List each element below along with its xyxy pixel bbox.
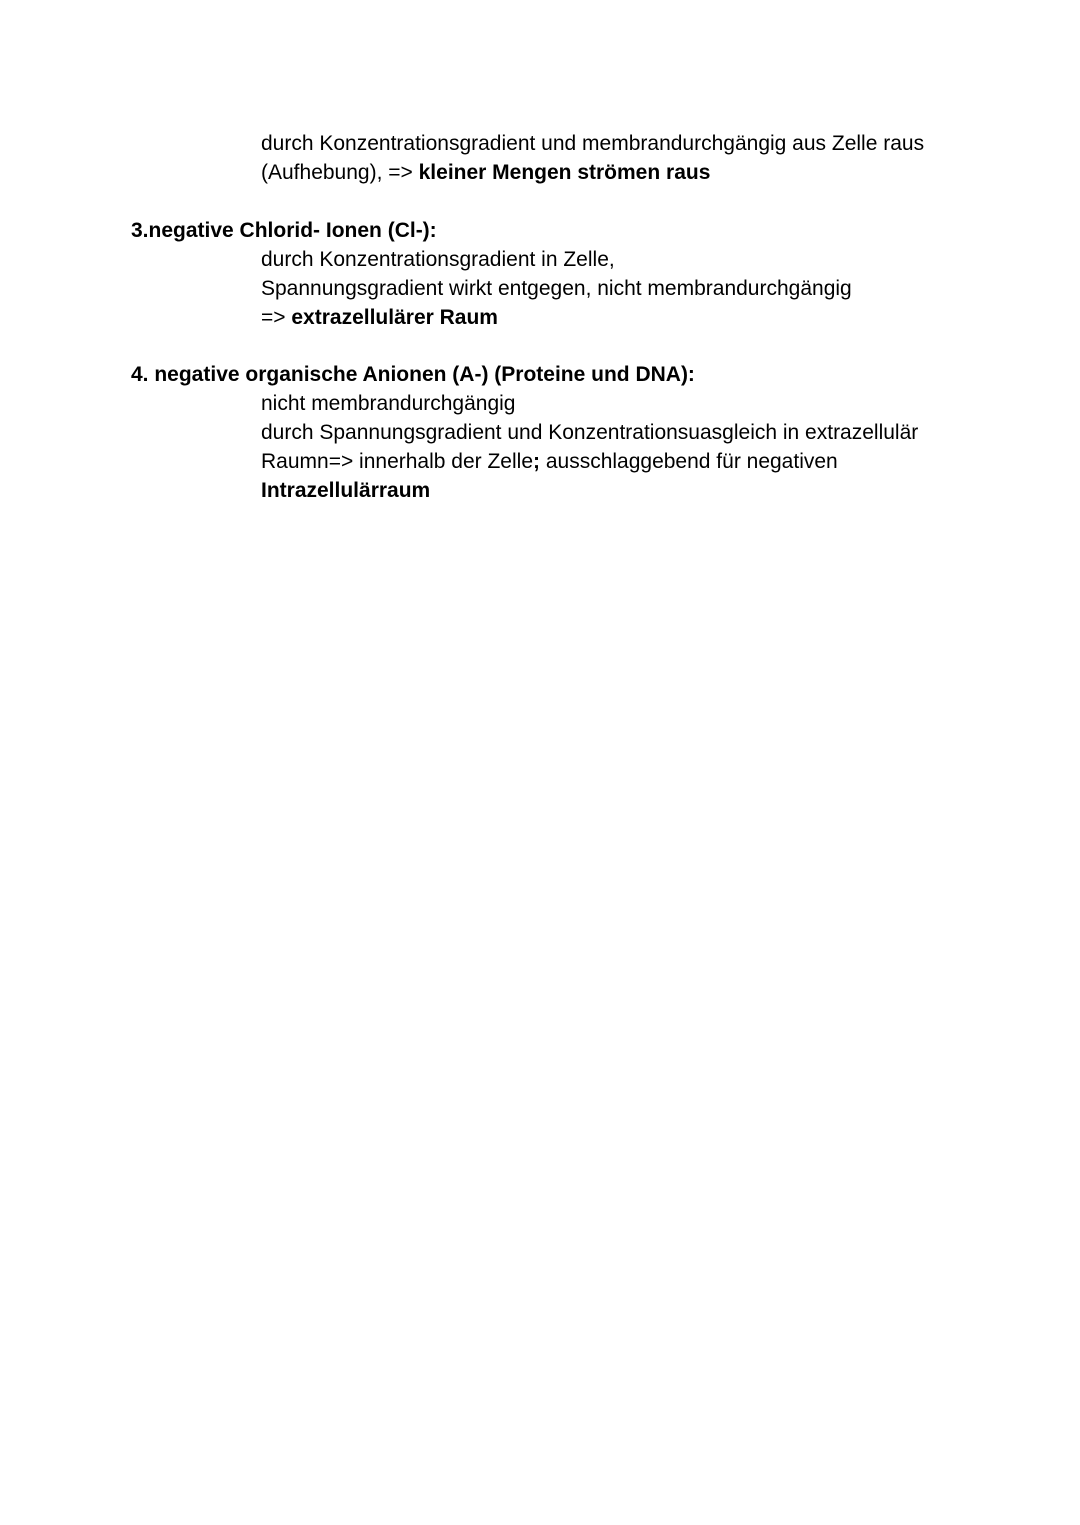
section-2-text-line-2 [261, 158, 710, 187]
section-4-text-line-4 [261, 476, 430, 505]
section-4-text-plain-b: ausschlaggebend für negativen [540, 450, 838, 473]
section-4-heading: 4. negative organische Anionen (A-) (Proteine und DNA): [131, 363, 695, 386]
section-3-text-line-1: durch Konzentrationsgradient in Zelle, [261, 248, 615, 271]
section-4-text-line-1: nicht membrandurchgängig [261, 392, 516, 415]
section-3-arrow: => [261, 306, 292, 329]
section-3-heading: 3.negative Chlorid- Ionen (Cl-): [131, 219, 437, 242]
section-4-conclusion: Intrazellulärraum [261, 479, 431, 502]
section-2-text-line-1: durch Konzentrationsgradient und membrandurchgängig aus Zelle raus [261, 132, 925, 155]
section-3-text-line-3 [261, 303, 498, 332]
section-4-text-plain-a: Raumn=> innerhalb der Zelle [261, 450, 533, 473]
section-3-conclusion: extrazellulärer Raum [291, 306, 498, 329]
section-4-text-line-2: durch Spannungsgradient und Konzentrationsuasgleich in extrazellulär [261, 421, 919, 444]
section-4-semicolon: ; [533, 450, 540, 473]
section-2-text-bold: kleiner Mengen strömen raus [418, 161, 711, 184]
section-2-text-plain: (Aufhebung), => [261, 161, 419, 184]
section-3-text-line-2: Spannungsgradient wirkt entgegen, nicht membrandurchgängig [261, 277, 852, 300]
section-4-text-line-3 [261, 447, 838, 476]
